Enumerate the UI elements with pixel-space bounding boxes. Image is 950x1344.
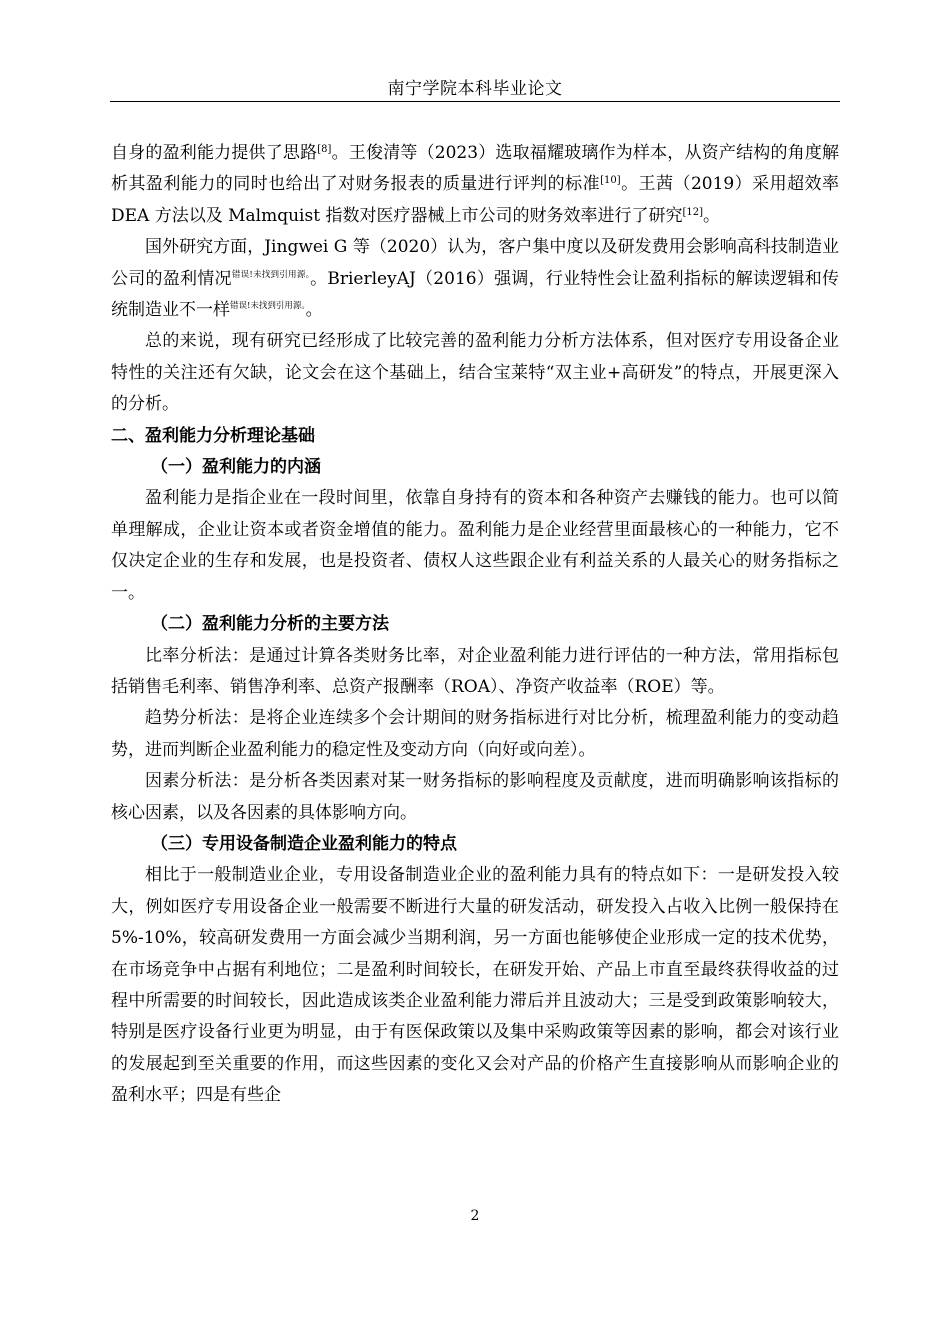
paragraph-foreign-research bbox=[111, 232, 839, 326]
text-segment: 。BrierleyAJ（2016）强调，行业特性会让盈利指标的解读逻辑和传统制造业不一样 bbox=[111, 268, 840, 321]
page-number: 2 bbox=[470, 1208, 480, 1224]
subsection-heading-3: （三）专用设备制造企业盈利能力的特点 bbox=[151, 833, 457, 854]
reference-error-note: 错误!未找到引用源。 bbox=[231, 269, 311, 280]
header-rule bbox=[110, 101, 840, 102]
section-heading: 二、盈利能力分析理论基础 bbox=[111, 425, 315, 446]
citation: [10] bbox=[600, 175, 621, 187]
text-segment: 自身的盈利能力提供了思路 bbox=[111, 143, 318, 163]
text-segment: 国外研究方面，Jingwei G 等（2020）认为，客户集中度以及研发费用会影响高科技制造业公司的盈利情况 bbox=[111, 237, 839, 289]
text-segment: 。王俊清等（2023）选取福耀玻璃作为样本，从资产结构的角度解析其盈利能力的同时也给出了对财务报表的质量进行评判的标准 bbox=[111, 143, 840, 195]
paragraph-continued-literature bbox=[111, 138, 839, 232]
page-header: 南宁学院本科毕业论文 bbox=[387, 79, 563, 99]
subsection-heading-2: （二）盈利能力分析的主要方法 bbox=[151, 614, 389, 635]
paragraph-summary: 总的来说，现有研究已经形成了比较完善的盈利能力分析方法体系，但对医疗专用设备企业特性的关注还有欠缺，论文会在这个基础上，结合宝莱特“双主业+高研发”的特点，开展更深入的分析。 bbox=[111, 331, 839, 415]
reference-error-note: 错误!未找到引用源。 bbox=[230, 301, 306, 312]
citation: [12] bbox=[682, 206, 703, 218]
paragraph-characteristics: 相比于一般制造业企业，专用设备制造业企业的盈利能力具有的特点如下：一是研发投入较大，例如医疗专用设备企业一般需要不断进行大量的研发活动，研发投入占收入比例一般保持在 5%-10%，较高研发费用一方面会减少当期利润，另一方面也能够使企业形成一定的技术优势，在市场竞争中占据有利地位；二是盈利时间较长，在研发开始、产品上市直至最终获得收益的过程中所需要的时间较长，因此造成该类企业盈利能力滞后并且波动大；三是受到政策影响较大，特别是医疗设备行业更为明显，由于有医保政策以及集中采购政策等因素的影响，都会对该行业的发展起到至关重要的作用，而这些因素的变化又会对产品的价格产生直接影响从而影响企业的盈利水平；四是有些企 bbox=[111, 865, 839, 1106]
text-segment: 。 bbox=[305, 300, 323, 321]
paragraph-ratio-analysis: 比率分析法：是通过计算各类财务比率，对企业盈利能力进行评估的一种方法，常用指标包括销售毛利率、销售净利率、总资产报酬率（ROA）、净资产收益率（ROE）等。 bbox=[111, 645, 839, 697]
paragraph-definition: 盈利能力是指企业在一段时间里，依靠自身持有的资本和各种资产去赚钱的能力。也可以简单理解成，企业让资本或者资金增值的能力。盈利能力是企业经营里面最核心的一种能力，它不仅决定企业的生存和发展，也是投资者、债权人这些跟企业有利益关系的人最关心的财务指标之一。 bbox=[111, 488, 839, 603]
citation: [8] bbox=[317, 144, 332, 155]
subsection-heading-1: （一）盈利能力的内涵 bbox=[151, 457, 321, 478]
text-segment: 。王茜（2019）采用超效率 DEA 方法以及 Malmquist 指数对医疗器械上市公司的财务效率进行了研究 bbox=[111, 174, 840, 226]
body-text bbox=[111, 138, 839, 1112]
paragraph-trend-analysis: 趋势分析法：是将企业连续多个会计期间的财务指标进行对比分析，梳理盈利能力的变动趋势，进而判断企业盈利能力的稳定性及变动方向（向好或向差）。 bbox=[111, 708, 839, 760]
text-segment: 。 bbox=[702, 205, 720, 226]
paragraph-factor-analysis: 因素分析法：是分析各类因素对某一财务指标的影响程度及贡献度，进而明确影响该指标的核心因素，以及各因素的具体影响方向。 bbox=[111, 771, 839, 823]
